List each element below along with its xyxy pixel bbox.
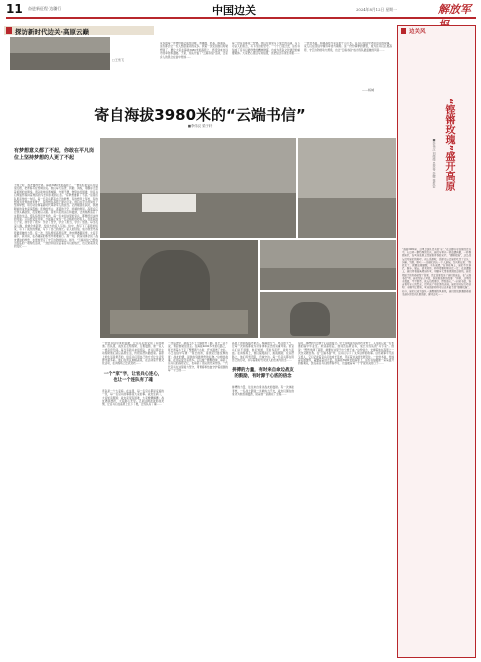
- top-col-end: ——杨城: [362, 88, 375, 92]
- newspaper-logo: 解放军: [438, 3, 471, 16]
- masthead-rule: [6, 17, 476, 19]
- sidebar-headline: “铿锵玫瑰”盛开高原: [443, 98, 454, 192]
- top-text-col-1: 家乡的每一件物件都让战友回味，青稞酒、奶茶、酥油茶，这些都会让一些人想起遥远的家乡。我第一次见到他们时就想到了，要让大家在海拔3980米的高原上，感受到来自远方的牵挂和温暖。于是，连队开始了“云端书信”活动，让家乡人的思念在信中传递……: [160, 42, 228, 59]
- headline: 寄自海拔3980米的“云端书信”: [94, 106, 306, 124]
- sidebar-byline: ■李伟汉 刘萌萌 吴翠斐 李娜 徐爱宏: [432, 138, 436, 188]
- body-col-3: 一次巡逻中，新战士小王不慎扭伤了脚。班长二话不说，背起他就往回走。在海拔4000多米的山路上，班长背着小王走了整整两个小时，汗水湿透了衣衫。小王在信中写道：“班长的背，是我见过最宽厚的背；战友的情，是我收到最珍贵的礼物。”这样的故事，在连队里还有很多。它们像一颗颗珍珠，串起了官兵们的高原记忆，也串起了连队的光荣传统。一代代官兵在这里接力坚守，用青春和热血守护着祖国的每一寸土地……: [168, 342, 228, 373]
- byline: ■李伟汉 梁子轩: [187, 124, 213, 128]
- photo-mid-right: [260, 240, 396, 290]
- masthead: [0, 0, 481, 18]
- body-col-1: 不知之时，我才懂得守望。海拔3980米的高原上，一群年轻的官兵在这里扎根，把青春写在雪域边关。他们每天巡逻、执勤、训练，用脚步丈量着祖国的边界线。连队驻地远离城镇，交通不便，物资补给困难，但官兵们却始终保持着昂扬的斗志和乐观的心态。“有梦想谁都了不起。”这是连队里流传的一句话。每一名官兵都有自己的梦想，有的想考上军校，有的想成为优秀的技术骨干，有的想在高原上建功立业。他们在平凡的岗位上坚持梦想，用行动诠释着新时代革命军人的担当。记得刚到连队时，我被眼前的景象深深震撼：连绵的雪山、湛蓝的天空、呼啸的寒风。高原反应让我头痛欲裂，夜里难以入眠。是老兵们的关心和鼓励，让我渐渐适应了这里的生活。连队指导员告诉我，每一名来到这里的官兵，都要经历这样的考验。只有经受住考验，才能真正成为一名合格的边防军人。在连队的日子里，我学会了很多：学会了坚守，学会了担当，学会了感恩。每当夜深人静，我就会拿起笔，给远方的家人写信。信中，我写下了高原的风景，写下了战友的情谊，写下了自己的成长。家人的回信，成为我坚守高原最温暖的力量。有一次，连队组织高原巡逻，途中遭遇暴风雪。大家手挽手、肩并肩，在齐膝深的积雪中艰难前行。那一刻，我深刻体会到了战友情谊的珍贵，也更加坚定了守卫边防的信念。如今，“云端书信”已经成为连队的一项特色活动，一封封书信见证着官兵们的成长，也记录着边关的变化……: [14, 184, 98, 249]
- column-header: [4, 22, 154, 70]
- column-label: 探访新时代边关·高原云巅: [15, 28, 89, 36]
- sidebar-text: “海拔3980米，这里是连队官兵的‘家’。”在这群驻守高原的官兵中，有这样一群特殊的女兵，她们与男兵一样巡逻执勤，一样摸爬滚打，在雪域高原上绽放着青春的光芒。“铿锵玫瑰”，这是战友们对她们的称呼。初上高原时，高原反应让她们吃尽了苦头：头痛、失眠、呕吐……但她们没有一个人退缩。女兵班长说：“既然来了，就要站稳脚跟，干出成绩。”在训练场上，她们不甘落后，跑步、射击、战术动作，样样都要和男兵比一比；在巡逻路上，她们背着装备爬冰卧雪，用脚步丈量着祖国的边防线。她们把最美的青春献给了高原，也让高原见证了她们的成长。在“云端书信”里，她们给家人写信，诉说着高原的故事：“妈妈，这里的天很蓝，星星很亮，战友们都很好，请您放心。”一封封书信，饱含着对家人的思念，也写满了对使命的忠诚。她们用实际行动证明：巾帼不让须眉，雪域高原同样可以盛开最美的“铿锵玫瑰”。如今，她们已成为连队一道靓丽的风景线，她们的故事激励着越来越多的官兵扎根高原、建功边关……: [402, 248, 471, 296]
- top-text-col-2: 每一封家书都是一份情。我们在信里写下成长的点滴，写下对亲人的思念，写下戍边的坚守。一个个日夜过去，这些书信成了官兵们最珍贵的精神财富，也成为连队文化建设的重要载体。大家把心里话写进信里，也把信念写进生命里……: [232, 42, 300, 56]
- headline-block: [4, 100, 396, 130]
- lead-quote-text: 有梦想意义都了不起，你敢在平凡岗位上坚持梦想的人更了不起: [14, 148, 95, 161]
- photo-collage: [100, 138, 396, 338]
- sidebar-label-box: [398, 26, 475, 36]
- sidebar-label: 边关风: [409, 29, 426, 35]
- issue-date: 2024年8月12日 星期一: [356, 7, 397, 12]
- flag-icon: [6, 27, 12, 34]
- photo-top-right: [298, 138, 396, 238]
- lead-quote: [14, 148, 96, 180]
- body-col-5: 有时，拼搏的力量源于心底的信念。中士李明是连队的技术骨干，入伍前只是一名普通的高中毕业生。来到高原后，他刻苦钻研业务，成长为连队的“兵专家”。他说：“既然选择了高原，就要在这里干出个样子来。”这份信念，支撑着他在高原上一次次突破自我。在“云端书信”中，官兵们写下了太多这样的故事。这些故事平凡而又感人，它们记录着官兵们的成长足迹，见证着边关的发展变化。一封封书信，传递着家国情怀，凝聚着奋进力量。在海拔3980米的高原上，这些书信就像一朵朵盛开的格桑花，装点着官兵们的青春岁月，也温暖着每一个守望边关的日子……: [298, 342, 394, 366]
- top-text-col-3: 一封封书信，跨越高原与家乡的千山万水。官兵们在信中述说边关的故事，家人们在回信中倾诉牵挂与期盼。这一份份真挚的情感，成为官兵们扎根高原、守卫边防的动力源泉，也让“云端书信”成为连队最温暖的风景……: [304, 42, 392, 52]
- subhead-family: 一个“家”字，让官兵心连心，也让一个连队有了魂: [103, 371, 163, 383]
- page-title: 中国边关: [212, 4, 256, 17]
- section-note: 奋进新征程·边疆行: [28, 6, 62, 11]
- photo-top-left-caption: [142, 194, 196, 212]
- body-col-2: 一封封书信带来的温暖，让官兵们感受到了家的味道。连队里，战友们互相帮助、互相鼓励，像一家人一样亲密无间。每当有新兵来到连队，老兵们都会主动帮助他们适应高原生活，传授巡逻执勤经验。高原上的生活是艰苦的，但官兵们用自己的方式让生活变得丰富多彩。他们在营区种植蔬菜，在活动室开展文化活动，在训练场上比武竞技…… 一个“家”字，让官兵心连心，也让一个连队有了魂 连队是一个大家庭。在这里，每一名官兵都是家庭的一员，每一名官兵的事都是大家的事。战友生病了，大家轮流照顾；战友家里有困难，大家慷慨解囊；战友遇到挫折，大家耐心开导。正是这种浓浓的战友情，让官兵们在高原上扎下了根，让连队有了魂……: [102, 342, 164, 407]
- sidebar-border: [397, 25, 476, 658]
- subhead-strength: 拼搏的力量，有时来自命边战友的鼓励，有时源于心底的信念: [232, 368, 294, 380]
- photo-bottom-right: [260, 292, 396, 338]
- sidebar-flag-icon: [401, 28, 406, 34]
- body-col-4: 高原上的训练格外艰苦。稀薄的空气、寒冷的天气，让每一次训练都成为对身体和意志的双重考验。但官兵们从不退缩，他们知道，平时多流汗，战时少流血。在训练场上，他们摸爬滚打，挑战极限；在巡逻路上，他们风雪无阻，忠诚守边。每一名官兵都在用自己的行动，书写着新时代戍边人的忠诚与担当…… 拼搏的力量，有时来自命边战友的鼓励，有时源于心底的信念 拼搏的力量，往往来自身边战友的鼓励。有一次体能考核，一名战士跑到一半就体力不支，战友们围在他身边为他加油鼓劲，陪着他一起跑完了全程……: [232, 342, 294, 397]
- photo-caption: □王雪飞: [112, 58, 124, 62]
- photo-top-left: [100, 138, 296, 238]
- column-photo: [10, 37, 110, 70]
- photo-soldier-writing: [100, 240, 258, 338]
- page-number: 11: [6, 2, 23, 16]
